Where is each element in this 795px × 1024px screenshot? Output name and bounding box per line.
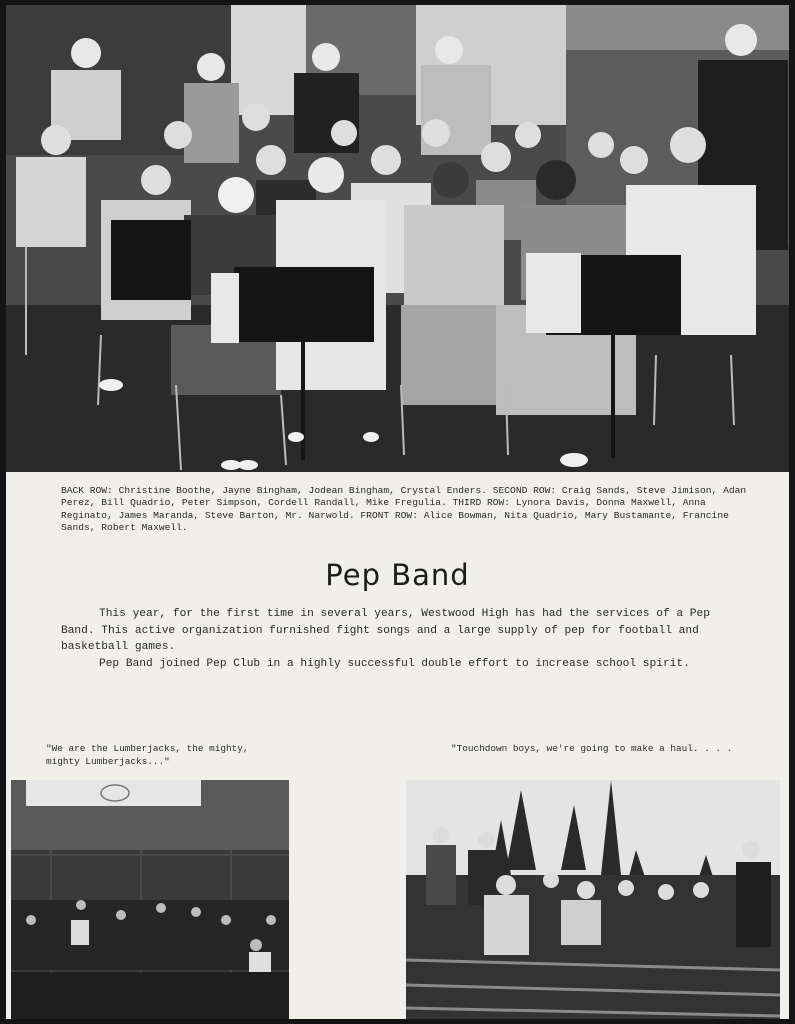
group-photo	[6, 5, 789, 472]
paragraph: Pep Band joined Pep Club in a highly successful double effort to increase school spirit.	[99, 657, 690, 670]
article-body	[61, 606, 741, 672]
gym-band-photo	[11, 780, 289, 1019]
outdoor-band-photo	[406, 780, 780, 1019]
quote-right: "Touchdown boys, we're going to make a haul. . . .	[451, 743, 733, 754]
yearbook-page	[6, 5, 789, 1019]
page-title: Pep Band	[325, 558, 470, 592]
paragraph: This year, for the first time in several years, Westwood High has had the services of a Pep Band. This active organization furnished fight songs and a large supply of pep for football and basketball games.	[61, 608, 710, 653]
quote-left: "We are the Lumberjacks, the mighty, mighty Lumberjacks..."	[46, 743, 249, 767]
photo-caption: BACK ROW: Christine Boothe, Jayne Bingham, Jodean Bingham, Crystal Enders. SECOND ROW: Craig Sands, Steve Jimison, Adan Perez, Bill Quadrio, Peter Simpson, Cordell Randall, Mike Fregulia. THIRD ROW: Lynora Davis, Donna Maxwell, Anna Reginato, James Maranda, Steve Barton, Mr. Narwold. FRONT ROW: Alice Bowman, Nita Quadrio, Mary Bustamante, Francine Sands, Robert Maxwell.	[61, 485, 747, 534]
